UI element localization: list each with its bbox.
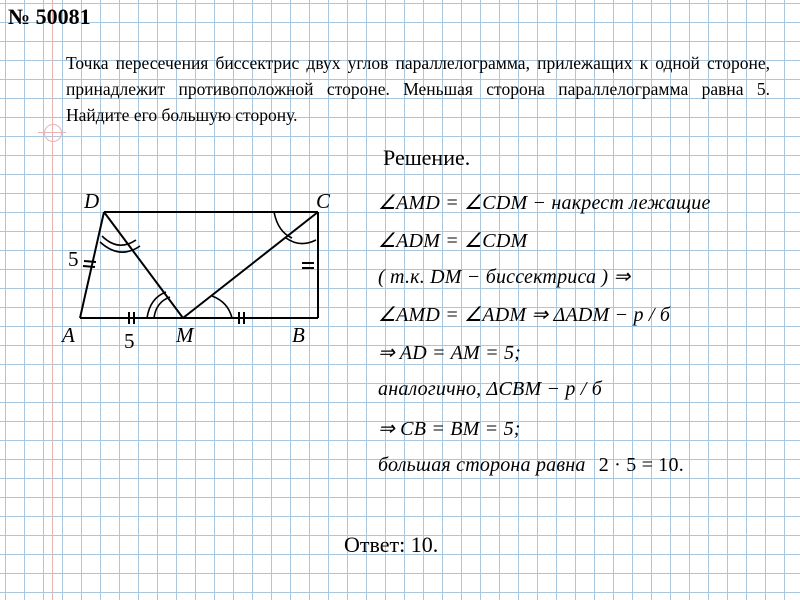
solution-final-calc: 2 · 5 = 10. [598,454,684,476]
solution-line-2: ∠ADM = ∠CDM [378,230,528,252]
bisector-cm [183,212,318,318]
side-length-label: 5 [68,247,79,271]
solution-line-6: аналогично, ΔCBM − р / б [378,378,603,400]
solution-title: Решение. [383,145,471,170]
bisector-dm [104,212,183,318]
solution-line-4: ∠AMD = ∠ADM ⇒ ΔADM − р / б [378,304,671,326]
answer: Ответ: 10. [344,532,439,557]
point-label-d: D [84,189,100,213]
tick-ad [83,261,96,267]
segment-length-label: 5 [124,329,135,353]
tick-bc [302,263,314,268]
side-ad [80,212,104,318]
problem-number: № 50081 [8,4,91,29]
solution-line-5: ⇒ AD = AM = 5; [378,342,522,364]
angle-arc-m2 [154,297,170,318]
solution-line-1: ∠AMD = ∠CDM − накрест лежащие [378,192,711,214]
point-label-b: B [292,323,305,347]
point-label-a: A [62,323,75,347]
problem-statement: Точка пересечения биссектрис двух углов параллелограмма, прилежащих к одной стороне, принадлежит противоположной стороне. Меньшая сторона параллелограмма равна 5. Найдите его большую сторону. [66,53,770,125]
solution-line-7: ⇒ CB = BM = 5; [378,418,521,440]
angle-arc-m1 [147,292,166,318]
solution-line-3: ( т.к. DM − биссектриса ) ⇒ [378,266,631,288]
point-label-c: C [316,189,331,213]
solution-conclusion-text: большая сторона равна [378,454,586,476]
angle-arc-d1 [102,236,136,245]
point-label-m: M [176,323,194,347]
angle-arc-m3 [212,296,232,318]
solution-line-8 [378,454,684,477]
angle-arc-c2 [286,238,316,244]
